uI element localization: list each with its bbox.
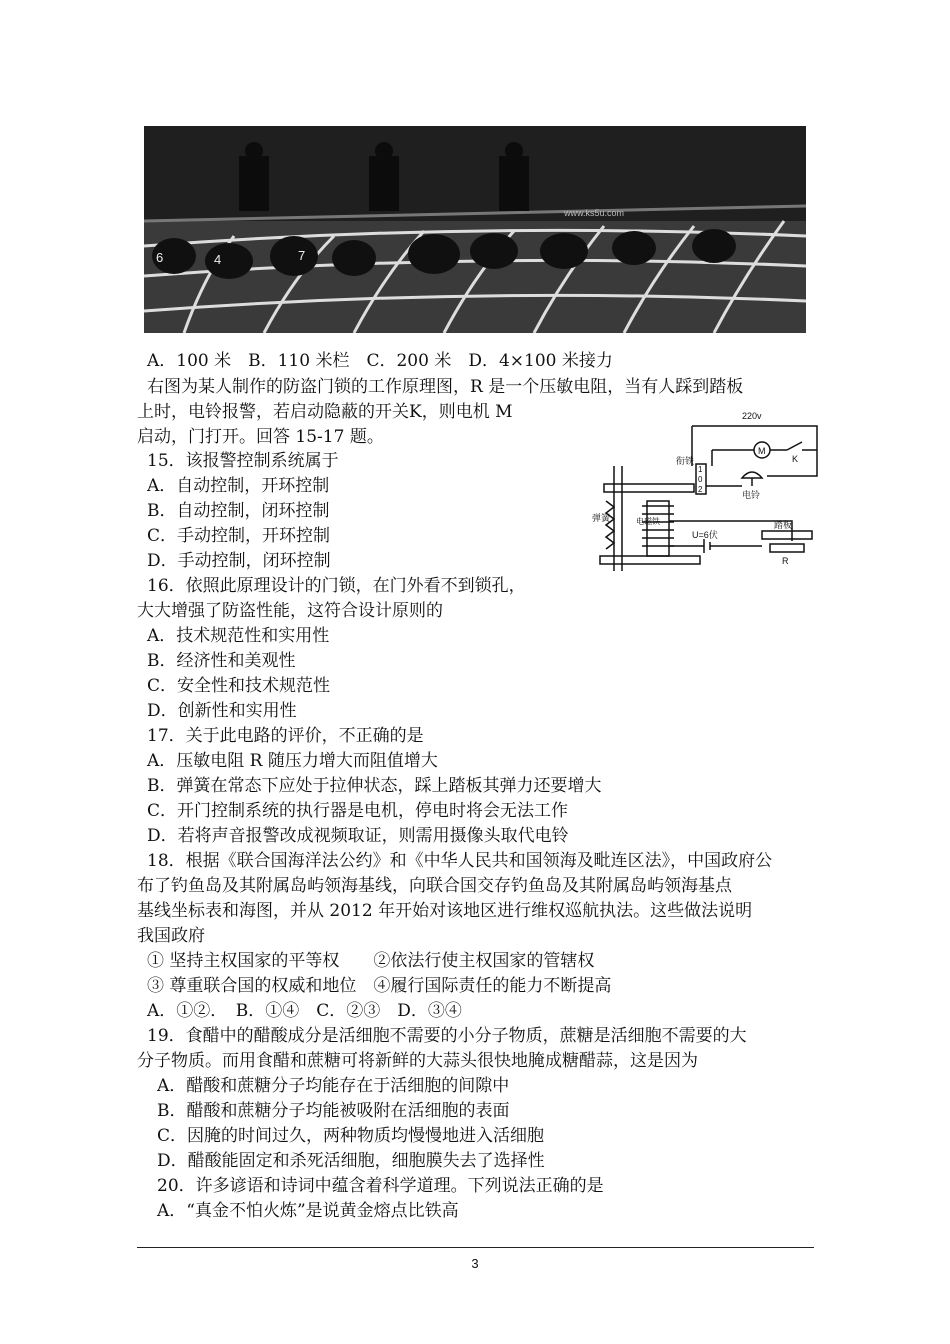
q16-option: B．经济性和美观性 [147,651,296,671]
q15-option: B．自动控制，闭环控制 [147,501,330,521]
switch-label: K [792,454,799,464]
q19-option: D．醋酸能固定和杀死活细胞，细胞膜失去了选择性 [157,1151,545,1171]
intro-line: 右图为某人制作的防盗门锁的工作原理图，R 是一个压敏电阻，当有人踩到踏板 [147,377,744,397]
q19-option: B．醋酸和蔗糖分子均能被吸附在活细胞的表面 [157,1101,510,1121]
track-illustration [144,126,806,333]
q19-option: C．因腌的时间过久，两种物质均慢慢地进入活细胞 [157,1126,545,1146]
intro-line: 启动，门打开。回答 15-17 题。 [137,427,384,447]
q17-option: C．开门控制系统的执行器是电机，停电时将会无法工作 [147,801,569,821]
q14-options: A．100 米 B．110 米栏 C．200 米 D．4×100 米接力 [147,351,613,371]
q15-option: D．手动控制，闭环控制 [147,551,331,571]
q16-stem: 16．依照此原理设计的门锁，在门外看不到锁孔， [147,576,526,596]
bib-number: 4 [214,252,222,267]
bell-label: 电铃 [742,490,761,500]
bib-number: 7 [298,248,306,263]
pedal-label: 踏板 [774,520,793,530]
q19-stem: 分子物质。而用食醋和蔗糖可将新鲜的大蒜头很快地腌成糖醋蒜，这是因为 [137,1051,698,1071]
q16-stem: 大大增强了防盗性能，这符合设计原则的 [137,601,443,621]
q18-item: ③ 尊重联合国的权威和地位 ④履行国际责任的能力不断提高 [147,976,612,996]
q18-stem: 我国政府 [137,926,205,946]
q17-option: D．若将声音报警改成视频取证，则需用摄像头取代电铃 [147,826,569,846]
q18-stem: 布了钓鱼岛及其附属岛屿领海基线，向联合国交存钓鱼岛及其附属岛屿领海基点 [137,876,732,896]
q19-option: A．醋酸和蔗糖分子均能存在于活细胞的间隙中 [157,1076,510,1096]
q17-option: A．压敏电阻 R 随压力增大而阻值增大 [147,751,438,771]
contact-label: 1 [698,465,703,474]
q19-stem: 19．食醋中的醋酸成分是活细胞不需要的小分子物质，蔗糖是活细胞不需要的大 [147,1026,747,1046]
q18-item: ① 坚持主权国家的平等权 ②依法行使主权国家的管辖权 [147,951,595,971]
motor-label: M [758,446,766,456]
q15-option: A．自动控制，开环控制 [147,476,330,496]
q18-stem: 基线坐标表和海图，并从 2012 年开始对该地区进行维权巡航执法。这些做法说明 [137,901,753,921]
q16-option: D．创新性和实用性 [147,701,297,721]
battery-label: U=6伏 [692,530,718,540]
bib-number: 6 [156,250,164,265]
q15-stem: 15．该报警控制系统属于 [147,451,339,471]
contact-label: 0 [698,475,703,484]
q17-option: B．弹簧在常态下应处于拉伸状态，踩上踏板其弹力还要增大 [147,776,602,796]
contact-label: 2 [698,485,703,494]
voltage-label: 220v [742,411,762,421]
electromagnet-label: 电磁铁 [636,517,660,526]
sprint-start-photo [144,126,806,333]
spring-label: 弹簧 [592,513,611,523]
q20-option: A．“真金不怕火炼”是说黄金熔点比铁高 [157,1201,459,1221]
page-number: 3 [471,1256,479,1271]
q15-option: C．手动控制，开环控制 [147,526,331,546]
q16-option: C．安全性和技术规范性 [147,676,331,696]
armature-label: 衔铁 [676,456,695,466]
q17-stem: 17．关于此电路的评价，不正确的是 [147,726,424,746]
alarm-circuit-diagram [592,406,824,574]
resistor-label: R [782,556,789,566]
watermark: www.ks5u.com [564,208,625,218]
intro-line: 上时，电铃报警，若启动隐蔽的开关K，则电机 M [137,402,513,422]
q18-options: A．①②． B．①④ C．②③ D．③④ [147,1001,462,1021]
footer-rule [137,1247,814,1248]
q16-option: A．技术规范性和实用性 [147,626,330,646]
q20-stem: 20．许多谚语和诗词中蕴含着科学道理。下列说法正确的是 [157,1176,604,1196]
q18-stem: 18．根据《联合国海洋法公约》和《中华人民共和国领海及毗连区法》，中国政府公 [147,851,773,871]
